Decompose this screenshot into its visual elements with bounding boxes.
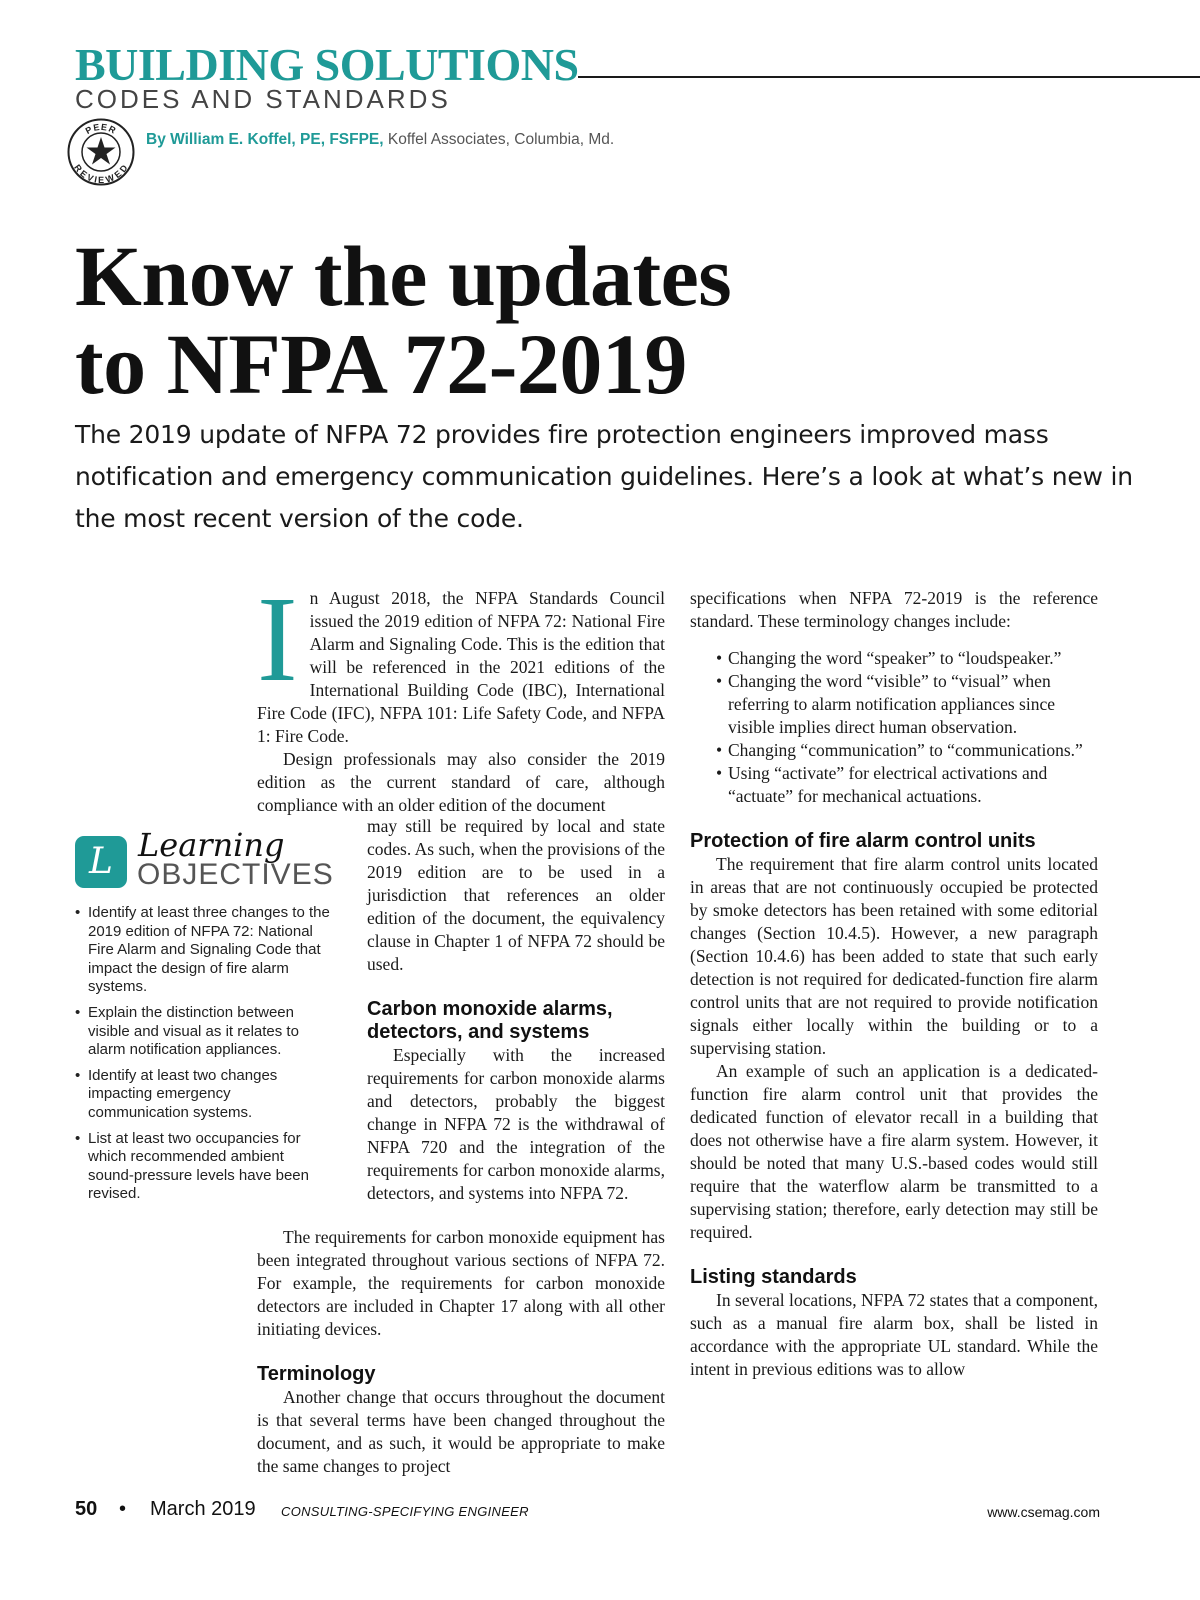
issue-date: March 2019	[150, 1498, 256, 1520]
column-a-middle	[367, 815, 665, 1205]
magazine-name: CONSULTING-SPECIFYING ENGINEER	[281, 1504, 529, 1519]
section-rule	[578, 76, 1200, 78]
page-number: 50	[75, 1498, 98, 1520]
heading-control-units: Protection of fire alarm control units	[690, 830, 1036, 852]
paragraph-control-units-2: An example of such an application is a dedicated-function fire alarm control unit that provides the dedicated function of elevator recall in a building that does not otherwise have a fire alarm system. However, it should be noted that many U.S.-based codes would still require that the waterflow alarm be transmitted to a supervising station; therefore, early detection may still be required.	[690, 1061, 1098, 1242]
list-item: • Using “activate” for electrical activations and “actuate” for mechanical actuations.	[716, 762, 1098, 808]
article-headline	[75, 228, 1125, 412]
seal-top-text: PEER	[83, 121, 119, 137]
column-a-top	[257, 572, 665, 817]
heading-terminology: Terminology	[257, 1363, 376, 1385]
section-subtitle: CODES AND STANDARDS	[75, 84, 451, 114]
byline-affiliation: Koffel Associates, Columbia, Md.	[383, 131, 615, 148]
footer-bullet: •	[119, 1498, 127, 1520]
column-a-bottom	[257, 1226, 665, 1478]
paragraph-equivalency: may still be required by local and state codes. As such, when the provisions of the 2019 edition are to be used in a jurisdiction that references an older edition of the document, the equivalency clause in Chapter 1 of NFPA 72 should be used.	[367, 816, 665, 974]
list-item: • Identify at least two changes impacting emergency communication systems.	[75, 1067, 333, 1123]
drop-cap: I	[257, 572, 298, 707]
byline	[146, 131, 614, 149]
paragraph-terminology: Another change that occurs throughout the document is that several terms have been changed throughout the document, and as such, it would be appropriate to make the same changes to project	[257, 1387, 665, 1476]
terminology-list	[690, 647, 1098, 808]
paragraph-design-professionals: Design professionals may also consider the 2019 edition as the current standard of care, although compliance with an older edition of the document	[257, 749, 665, 815]
learning-badge-icon: L	[75, 836, 127, 888]
list-item: • Changing the word “speaker” to “loudspeaker.”	[716, 647, 1098, 670]
headline-line-1: Know the updates	[75, 228, 732, 324]
byline-author: By William E. Koffel, PE, FSFPE,	[146, 131, 384, 148]
paragraph-carbon-monoxide-1: Especially with the increased requirements for carbon monoxide alarms and detectors, probably the biggest change in NFPA 72 is the withdrawal of NFPA 720 and the integration of the requirements for carbon monoxide alarms, detectors, and systems into NFPA 72.	[367, 1045, 665, 1203]
paragraph-specifications: specifications when NFPA 72-2019 is the reference standard. These terminology changes include:	[690, 588, 1098, 631]
intro-paragraph: n August 2018, the NFPA Standards Council issued the 2019 edition of NFPA 72: National Fire Alarm and Signaling Code. This is the edition that will be referenced in the 2021 editions of the International Building Code (IBC), International Fire Code (IFC), NFPA 101: Life Safety Code, and NFPA 1: Fire Code.	[257, 588, 665, 746]
objectives-title: OBJECTIVES	[137, 858, 334, 891]
section-title: BUILDING SOLUTIONS	[75, 39, 579, 90]
heading-carbon-monoxide: Carbon monoxide alarms, detectors, and systems	[367, 998, 613, 1043]
headline-line-2: to NFPA 72-2019	[75, 316, 687, 412]
list-item: • List at least two occupancies for which recommended ambient sound-pressure levels have been revised.	[75, 1130, 333, 1204]
list-item: • Changing “communication” to “communications.”	[716, 739, 1098, 762]
learning-objectives-list	[75, 904, 333, 1211]
paragraph-carbon-monoxide-2: The requirements for carbon monoxide equipment has been integrated throughout various sections of NFPA 72. For example, the requirements for carbon monoxide detectors are included in Chapter 17 along with all other initiating devices.	[257, 1227, 665, 1339]
list-item: • Explain the distinction between visible and visual as it relates to alarm notification appliances.	[75, 1004, 333, 1060]
website-url: www.csemag.com	[987, 1504, 1100, 1520]
seal-bottom-text: REVIEWED	[72, 162, 130, 186]
learning-title: Learning	[138, 826, 285, 864]
paragraph-listing-standards: In several locations, NFPA 72 states that a component, such as a manual fire alarm box, shall be listed in accordance with the appropriate UL standard. While the intent in previous editions was to allow	[690, 1290, 1098, 1379]
heading-listing-standards: Listing standards	[690, 1266, 857, 1288]
column-b	[690, 587, 1098, 1381]
paragraph-control-units-1: The requirement that fire alarm control units located in areas that are not continuously occupied be protected by smoke detectors has been retained with some editorial changes (Section 10.4.5). However, a new paragraph (Section 10.4.6) has been added to state that such early detection is not required for dedicated-function fire alarm control units that are not required to provide notification signals either locally within the building or to a supervising station.	[690, 854, 1098, 1058]
page-footer	[75, 1498, 1100, 1528]
peer-reviewed-seal-icon	[67, 118, 135, 186]
article-deck: The 2019 update of NFPA 72 provides fire protection engineers improved mass notification and emergency communication guidelines. Here’s a look at what’s new in the most recent version of the code.	[75, 420, 1133, 533]
list-item: • Changing the word “visible” to “visual” when referring to alarm notification appliances since visible implies direct human observation.	[716, 670, 1098, 739]
list-item: • Identify at least three changes to the 2019 edition of NFPA 72: National Fire Alarm and Signaling Code that impact the design of fire alarm systems.	[75, 904, 333, 997]
